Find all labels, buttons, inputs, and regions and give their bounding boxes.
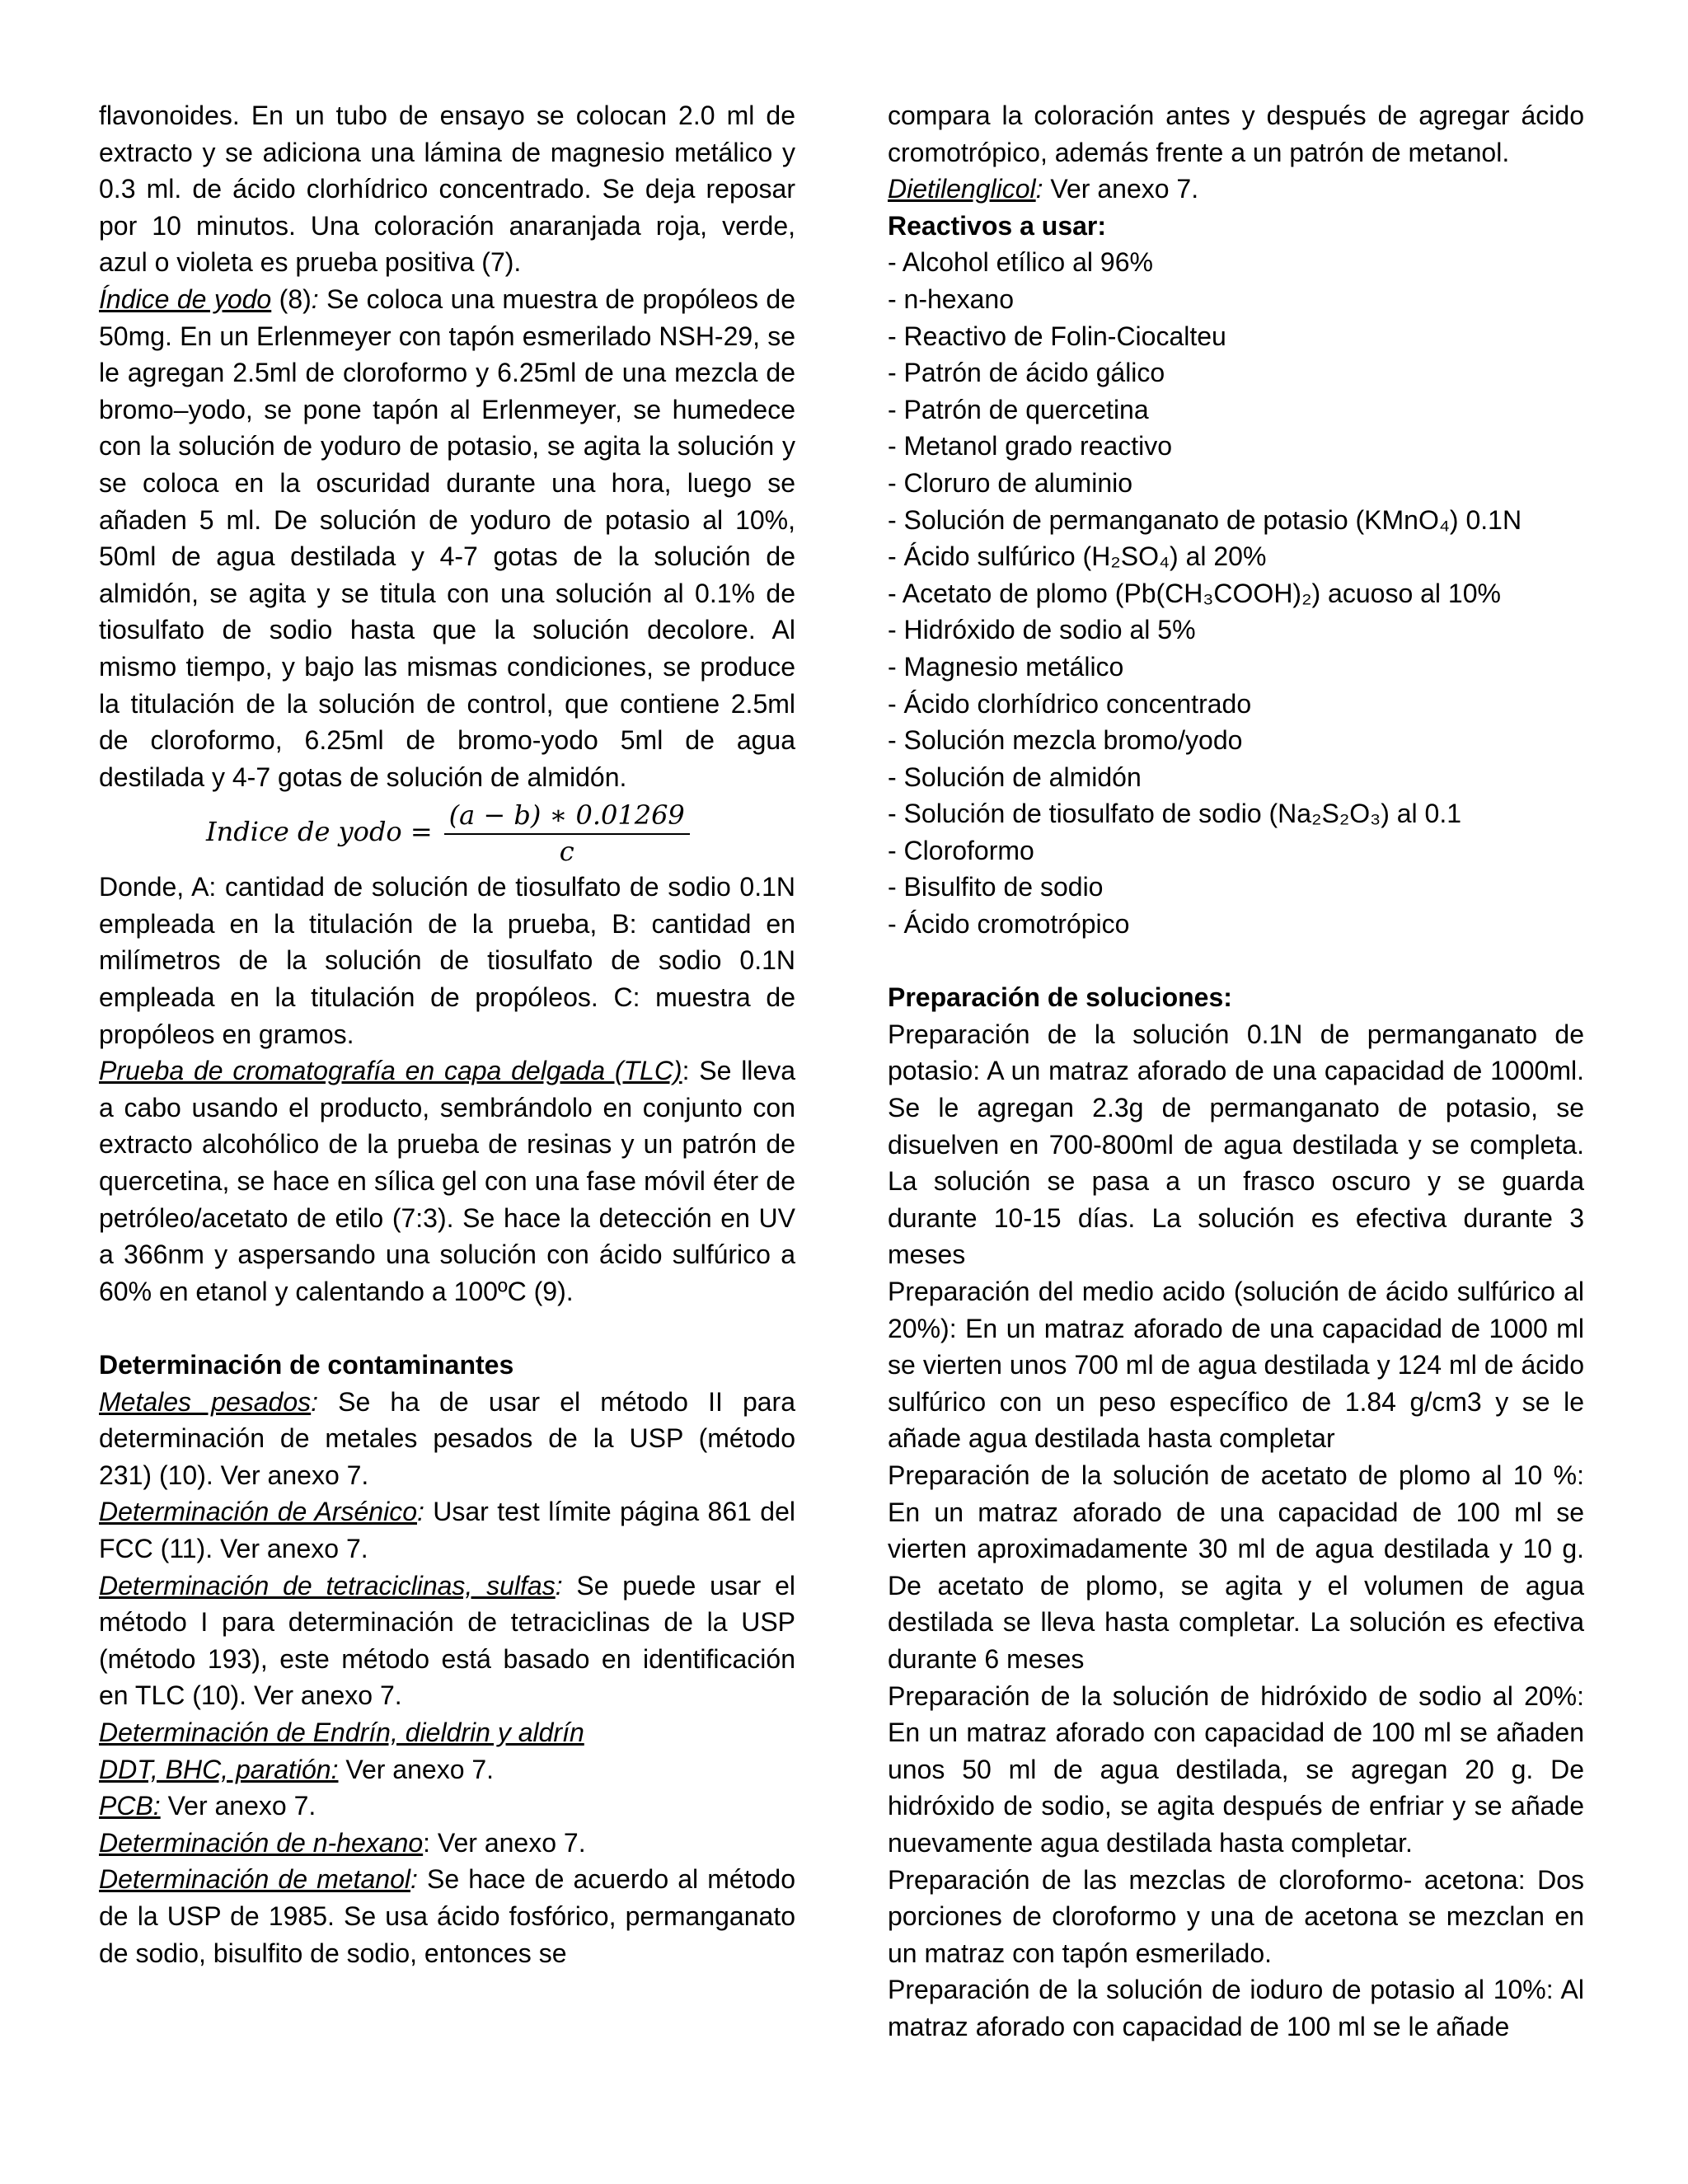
heading-contaminants: Determinación de contaminantes <box>99 1350 514 1380</box>
paragraph-ddt <box>99 1751 795 1788</box>
iodine-text: Se coloca una muestra de propóleos de 50mg. En un Erlenmeyer con tapón esmerilado NSH-29, se le agregan 2.5ml de cloroformo y 6.25ml de una mezcla de bromo–yodo, se pone tapón al Erlenmeyer, se humedece con la solución de yoduro de potasio, se agita la solución y se coloca en la oscuridad durante una hora, luego se añaden 5 ml. De solución de yoduro de potasio al 10%, 50ml de agua destilada y 4-7 gotas de la solución de almidón, se agita y se titula con una solución al 0.1% de tiosulfato de sodio hasta que la solución decolore. Al mismo tiempo, y bajo las mismas condiciones, se produce la titulación de la solución de control, que contiene 2.5ml de cloroformo, 6.25ml de bromo-yodo 5ml de agua destilada y 4-7 gotas de solución de almidón. <box>99 284 796 792</box>
paragraph-tlc <box>99 1052 795 1310</box>
list-item: - Ácido cromotrópico <box>888 909 1130 940</box>
heading-hexane: Determinación de n-hexano <box>99 1827 424 1858</box>
paragraph-diethylene-glycol <box>888 171 1584 208</box>
arsenic-text: Usar test límite página 861 del FCC (11). Ver anexo 7. <box>99 1497 796 1563</box>
methanol-text: Se hace de acuerdo al método de la USP de 1985. Se usa ácido fosfórico, permanganato de sodio, bisulfito de sodio, entonces se <box>99 1864 796 1968</box>
paragraph-pcb <box>99 1788 795 1825</box>
formula-denominator: c <box>559 835 574 867</box>
arsenic-colon: : <box>417 1497 424 1527</box>
paragraph-solution-permanganate: Preparación de la solución 0.1N de permanganato de potasio: A un matraz aforado de una capacidad de 1000ml. Se le agregan 2.3g de permanganato de potasio, se disuelven en 700-800ml de agua destilada y se completa. La solución se pasa a un frasco oscuro y se guarda durante 10-15 días. La solución es efectiva durante 3 meses <box>888 1019 1584 1270</box>
tlc-text: Se lleva a cabo usando el producto, sembrándolo en conjunto con extracto alcohólico de la prueba de resinas y un patrón de quercetina, se hace en sílica gel con una fase móvil éter de petróleo/acetato de etilo (7:3). Se hace la detección en UV a 366nm y aspersando una solución con ácido sulfúrico a 60% en etanol y calentando a 100ºC (9). <box>99 1056 795 1306</box>
list-item: - Patrón de ácido gálico <box>888 358 1165 388</box>
heading-ddt: DDT, BHC, paratión: <box>99 1754 339 1784</box>
heading-solutions: Preparación de soluciones: <box>888 982 1232 1013</box>
paragraph-endrin <box>99 1714 795 1751</box>
list-item: - Cloroformo <box>888 835 1034 865</box>
paragraph-solution-chloroform-acetone: Preparación de las mezclas de cloroformo- acetona: Dos porciones de cloroformo y una de acetona se mezclan en un matraz con tapón esmerilado. <box>888 1864 1584 1968</box>
deg-colon: : <box>1035 174 1043 204</box>
heading-methanol: Determinación de metanol <box>99 1864 410 1895</box>
list-item: - n-hexano <box>888 284 1014 314</box>
list-item: - Bisulfito de sodio <box>888 872 1104 902</box>
reagents-list <box>888 244 1584 942</box>
methanol-colon: : <box>410 1864 418 1895</box>
heading-endrin: Determinación de Endrín, dieldrin y aldrín <box>99 1717 584 1747</box>
list-item: - Alcohol etílico al 96% <box>888 247 1153 278</box>
iodine-reference: (8) <box>271 284 312 314</box>
heading-metals: Metales pesados <box>99 1386 312 1417</box>
paragraph-solution-lead-acetate: Preparación de la solución de acetato de plomo al 10 %: En un matraz aforado de una capacidad de 100 ml se vierten aproximadamente 30 ml de agua destilada y 10 g. De acetato de plomo, se agita y el volumen de agua destilada se lleva hasta completar. La solución es efectiva durante 6 meses <box>888 1460 1584 1674</box>
heading-iodine-index: Índice de yodo <box>99 284 272 314</box>
tlc-colon: : <box>682 1056 690 1086</box>
list-item: - Metanol grado reactivo <box>888 431 1173 462</box>
paragraph-arsenic <box>99 1493 795 1567</box>
list-item: - Ácido sulfúrico (H₂SO₄) al 20% <box>888 541 1267 572</box>
metals-text: Se ha de usar el método II para determinación de metales pesados de la USP (método 231) (10). Ver anexo 7. <box>99 1386 796 1490</box>
heading-tlc: Prueba de cromatografía en capa delgada (TLC) <box>99 1056 682 1086</box>
list-item: - Magnesio metálico <box>888 651 1124 682</box>
paragraph-hexane <box>99 1825 795 1862</box>
formula-numerator: (a − b) ∗ 0.01269 <box>444 797 690 835</box>
paragraph-metals <box>99 1384 795 1494</box>
paragraph-solution-acid: Preparación del medio acido (solución de ácido sulfúrico al 20%): En un matraz aforado de una capacidad de 1000 ml se vierten unos 700 ml de agua destilada y 124 ml de ácido sulfúrico con un peso específico de 1.84 g/cm3 y se le añade agua destilada hasta completar <box>888 1277 1584 1454</box>
pcb-text: Ver anexo 7. <box>160 1791 316 1821</box>
list-item: - Solución mezcla bromo/yodo <box>888 725 1243 756</box>
right-column <box>888 97 1584 2045</box>
ddt-text: Ver anexo 7. <box>338 1754 495 1784</box>
paragraph-tetracyclines <box>99 1568 795 1714</box>
left-column <box>99 97 795 1971</box>
formula-lhs: Indice de yodo = <box>206 816 433 848</box>
heading-pcb: PCB: <box>99 1791 161 1821</box>
tetra-text: Se puede usar el método I para determinación de tetraciclinas de la USP (método 193), este método está basado en identificación en TLC (10). Ver anexo 7. <box>99 1570 796 1711</box>
list-item: - Solución de tiosulfato de sodio (Na₂S₂O₃) al 0.1 <box>888 799 1462 829</box>
list-item: - Ácido clorhídrico concentrado <box>888 688 1252 719</box>
iodine-colon: : <box>311 284 319 314</box>
paragraph-donde: Donde, A: cantidad de solución de tiosulfato de sodio 0.1N empleada en la titulación de la prueba, B: cantidad en milímetros de la solución de tiosulfato de sodio 0.1N empleada en la titulación de propóleos. C: muestra de propóleos en gramos. <box>99 872 795 1049</box>
formula-fraction <box>444 797 690 868</box>
list-item: - Solución de almidón <box>888 762 1142 792</box>
list-item: - Hidróxido de sodio al 5% <box>888 615 1196 645</box>
heading-arsenic: Determinación de Arsénico <box>99 1497 417 1527</box>
iodine-formula <box>99 795 795 869</box>
list-item: - Patrón de quercetina <box>888 394 1149 424</box>
heading-diethylene-glycol: Dietilenglicol <box>888 174 1036 204</box>
spacer <box>99 1310 795 1347</box>
list-item: - Solución de permanganato de potasio (KMnO₄) 0.1N <box>888 504 1522 535</box>
heading-tetracyclines: Determinación de tetraciclinas, sulfas <box>99 1570 556 1601</box>
list-item: - Reactivo de Folin-Ciocalteu <box>888 321 1226 351</box>
spacer <box>888 943 1584 980</box>
paragraph-flavonoides: flavonoides. En un tubo de ensayo se colocan 2.0 ml de extracto y se adiciona una lámina de magnesio metálico y 0.3 ml. de ácido clorhídrico concentrado. Se deja reposar por 10 minutos. Una coloración anaranjada roja, verde, azul o violeta es prueba positiva (7). <box>99 101 795 278</box>
paragraph-methanol-cont: compara la coloración antes y después de agregar ácido cromotrópico, además frente a un patrón de metanol. <box>888 101 1584 167</box>
paragraph-solution-hydroxide: Preparación de la solución de hidróxido de sodio al 20%: En un matraz aforado con capacidad de 100 ml se añaden unos 50 ml de agua destilada, se agregan 20 g. De hidróxido de sodio, se agita después de enfriar y se añade nuevamente agua destilada hasta completar. <box>888 1680 1584 1858</box>
paragraph-iodine-index <box>99 281 795 795</box>
paragraph-solution-iodide: Preparación de la solución de ioduro de potasio al 10%: Al matraz aforado con capacidad de 100 ml se le añade <box>888 1975 1584 2041</box>
tetra-colon: : <box>555 1570 563 1601</box>
list-item: - Acetato de plomo (Pb(CH₃COOH)₂) acuoso al 10% <box>888 578 1501 608</box>
heading-reagents: Reactivos a usar: <box>888 210 1107 241</box>
paragraph-methanol <box>99 1861 795 1971</box>
hexane-text: : Ver anexo 7. <box>423 1827 586 1858</box>
metals-colon: : <box>311 1386 319 1417</box>
deg-text: Ver anexo 7. <box>1043 174 1199 204</box>
list-item: - Cloruro de aluminio <box>888 467 1133 498</box>
